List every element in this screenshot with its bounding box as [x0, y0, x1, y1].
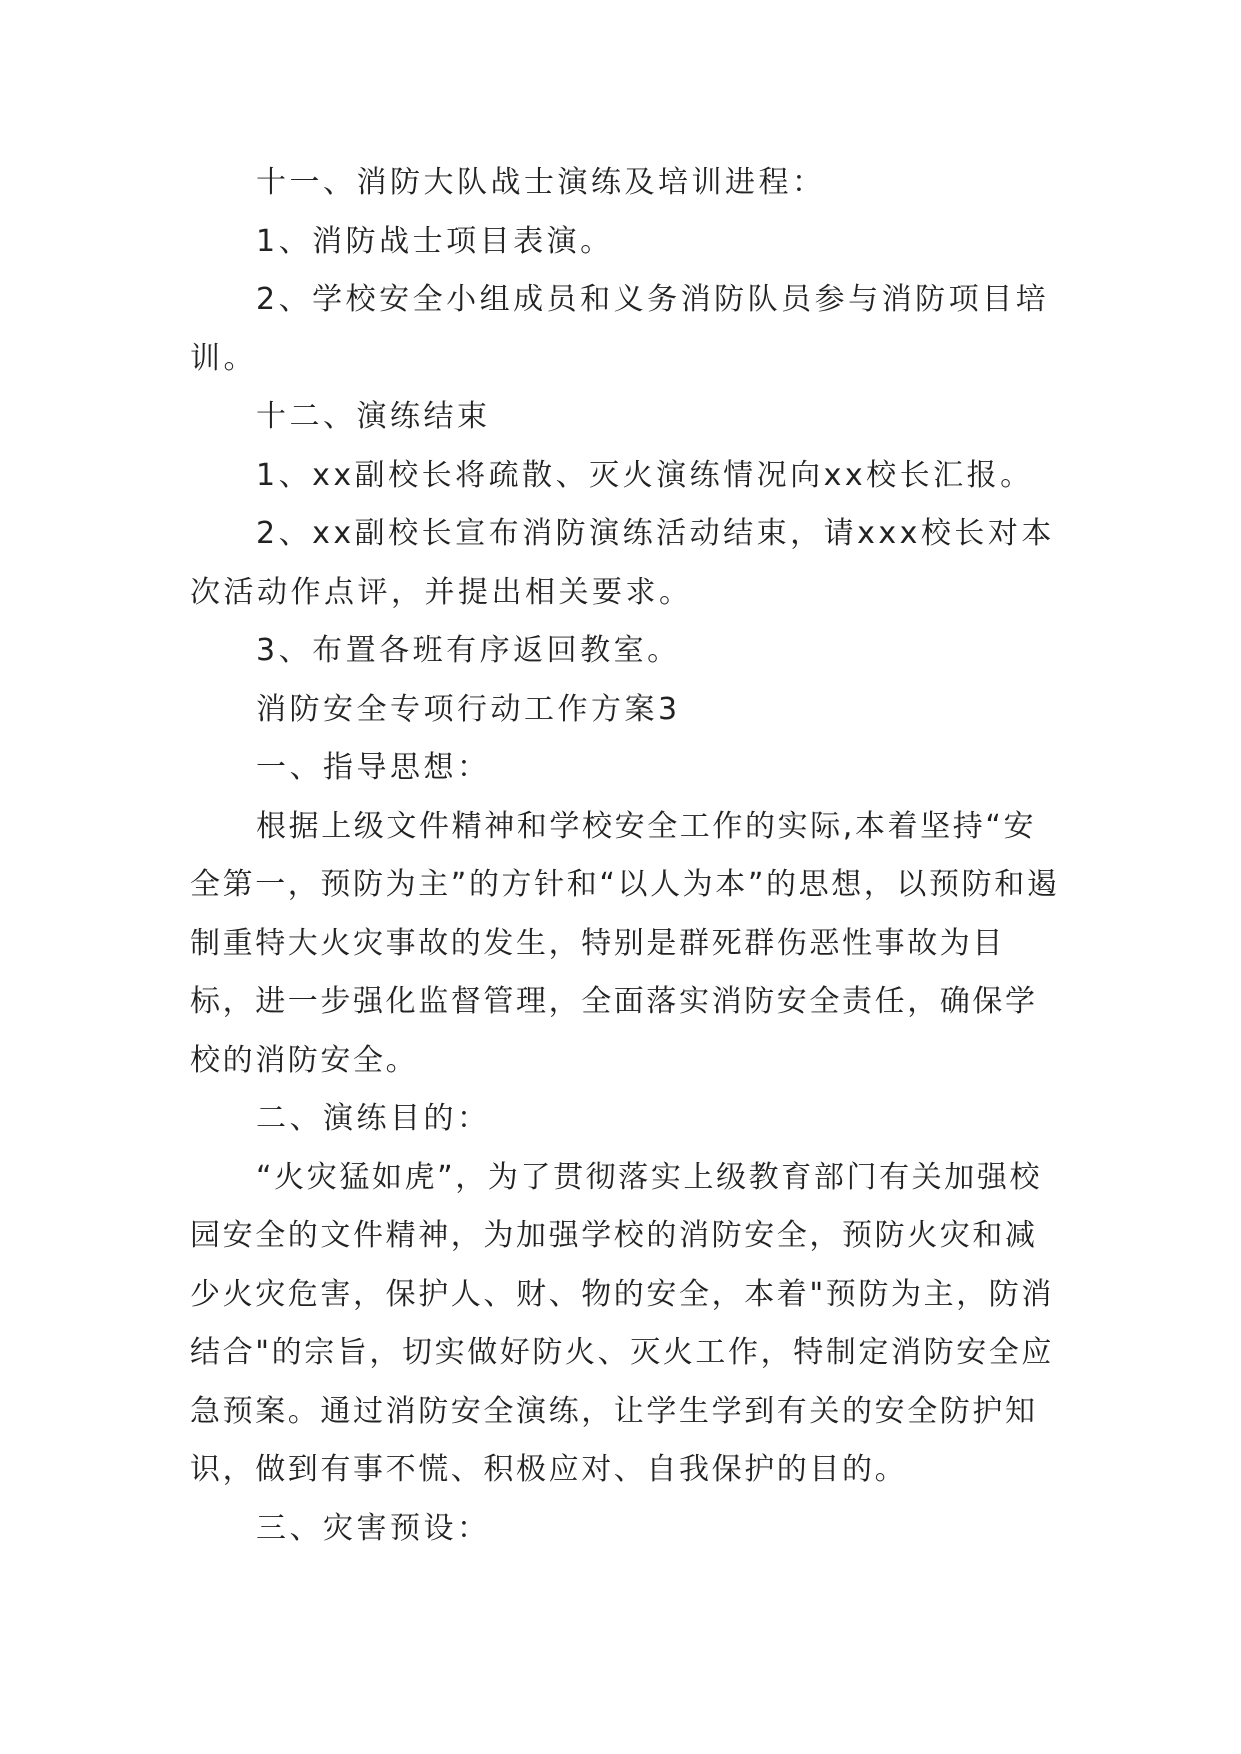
section-heading-drill-end: 十二、演练结束 [256, 399, 491, 434]
list-item: 1、xx副校长将疏散、灭火演练情况向xx校长汇报。 [256, 457, 1034, 493]
body-paragraph: 根据上级文件精神和学校安全工作的实际,本着坚持“安全第一，预防为主”的方针和“以人为本”的思想，以预防和遏制重特大火灾事故的发生，特别是群死群伤恶性事故为目标，进一步强化监督管理，全面落实消防安全责任，确保学校的消防安全。 [190, 808, 1060, 1078]
list-item: 2、xx副校长宣布消防演练活动结束，请xxx校长对本次活动作点评，并提出相关要求。 [190, 516, 1055, 610]
plan-title: 消防安全专项行动工作方案3 [256, 691, 681, 727]
section-heading-disaster-scenario: 三、灾害预设： [256, 1510, 491, 1546]
list-item: 1、消防战士项目表演。 [256, 223, 614, 259]
list-item: 3、布置各班有序返回教室。 [256, 633, 681, 668]
section-heading-drill-training: 十一、消防大队战士演练及培训进程： [256, 165, 826, 200]
section-heading-drill-purpose: 二、演练目的： [256, 1101, 491, 1136]
document-body [190, 154, 1060, 1558]
body-paragraph: “火灾猛如虎”，为了贯彻落实上级教育部门有关加强校园安全的文件精神，为加强学校的消防安全，预防火灾和减少火灾危害，保护人、财、物的安全，本着"预防为主，防消结合"的宗旨，切实做好防火、灭火工作，特制定消防安全应急预案。通过消防安全演练，让学生学到有关的安全防护知识，做到有事不慌、积极应对、自我保护的目的。 [190, 1159, 1054, 1487]
list-item: 2、学校安全小组成员和义务消防队员参与消防项目培训。 [190, 282, 1050, 376]
section-heading-guiding-ideology: 一、指导思想： [256, 750, 491, 785]
